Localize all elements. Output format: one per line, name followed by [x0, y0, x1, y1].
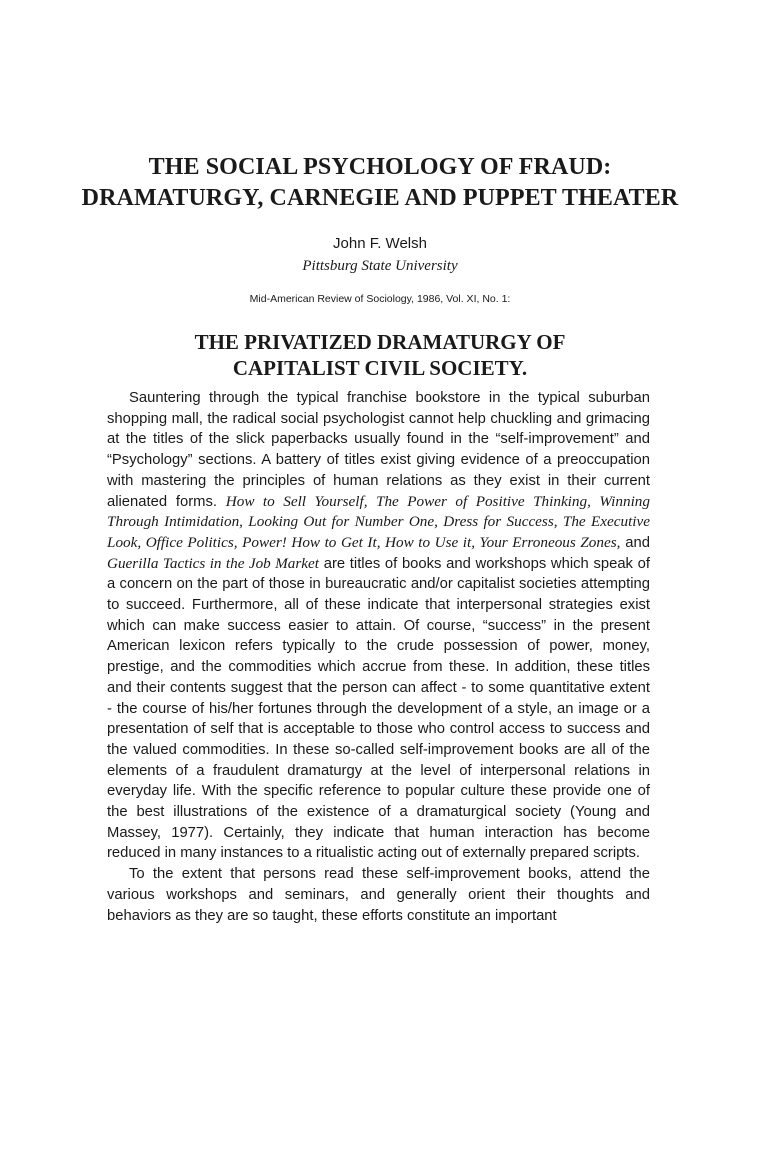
- section-heading: [60, 329, 700, 381]
- paragraph: [107, 388, 650, 864]
- author-name: John F. Welsh: [333, 235, 427, 252]
- section-heading-line-1: THE PRIVATIZED DRAMATURGY OF: [194, 330, 566, 354]
- text-run: are titles of books and workshops which speak of a concern on the part of those in bureaucratic and/or capitalist societies attempting to succeed. Furthermore, all of these indicate that interpersonal strategies exist which can make success easier to attain. Of course, “success” in the present American lexicon refers typically to the crude possession of power, money, prestige, and the commodities which accrue from these. In addition, these titles and their contents suggest that the person can affect - to some quantitative extent - the course of his/her fortunes through the development of a style, an image or a presentation of self that is acceptable to those who control access to success and the valued commodities. In these so-called self-improvement books are all of the elements of a fraudulent dramaturgy at the level of interpersonal relations in everyday life. With the specific reference to popular culture these provide one of the best illustrations of the existence of a dramaturgical society (Young and Massey, 1977). Certainly, they indicate that human interaction has become reduced in many instances to a ritualistic acting out of externally prepared scripts.: [107, 555, 650, 862]
- author-affiliation: Pittsburg State University: [302, 258, 458, 274]
- section-heading-line-2: CAPITALIST CIVIL SOCIETY.: [232, 356, 528, 380]
- text-run: To the extent that persons read these self-improvement books, attend the various workshops and seminars, and generally orient their thoughts and behaviors as they are so taught, these efforts constitute an important: [107, 866, 650, 924]
- text-run: and: [620, 534, 650, 551]
- article-title-line-1: THE SOCIAL PSYCHOLOGY OF FRAUD:: [148, 154, 612, 180]
- body-text: [107, 388, 650, 926]
- article-title: [60, 152, 700, 214]
- journal-citation: Mid-American Review of Sociology, 1986, Vol. XI, No. 1:: [249, 293, 511, 305]
- text-run: Sauntering through the typical franchise bookstore in the typical suburban shopping mall, the radical social psychologist cannot help chuckling and grimacing at the titles of the slick paperbacks usually found in the “self-improvement” and “Psychology” sections. A battery of titles exist giving evidence of a preoccupation with mastering the principles of human relations as they exist in their current alienated forms.: [107, 390, 650, 510]
- italic-title-run: Guerilla Tactics in the Job Market: [107, 554, 320, 572]
- article-title-line-2: DRAMATURGY, CARNEGIE AND PUPPET THEATER: [81, 185, 679, 211]
- italic-title-run: How to Sell Yourself, The Power of Positive Thinking, Winning Through Intimidation, Looking Out for Number One, Dress for Success, The Executive Look, Office Politics, Power! How to Get It, How to Use it, Your Erroneous Zones,: [107, 492, 650, 551]
- paragraph: [107, 864, 650, 926]
